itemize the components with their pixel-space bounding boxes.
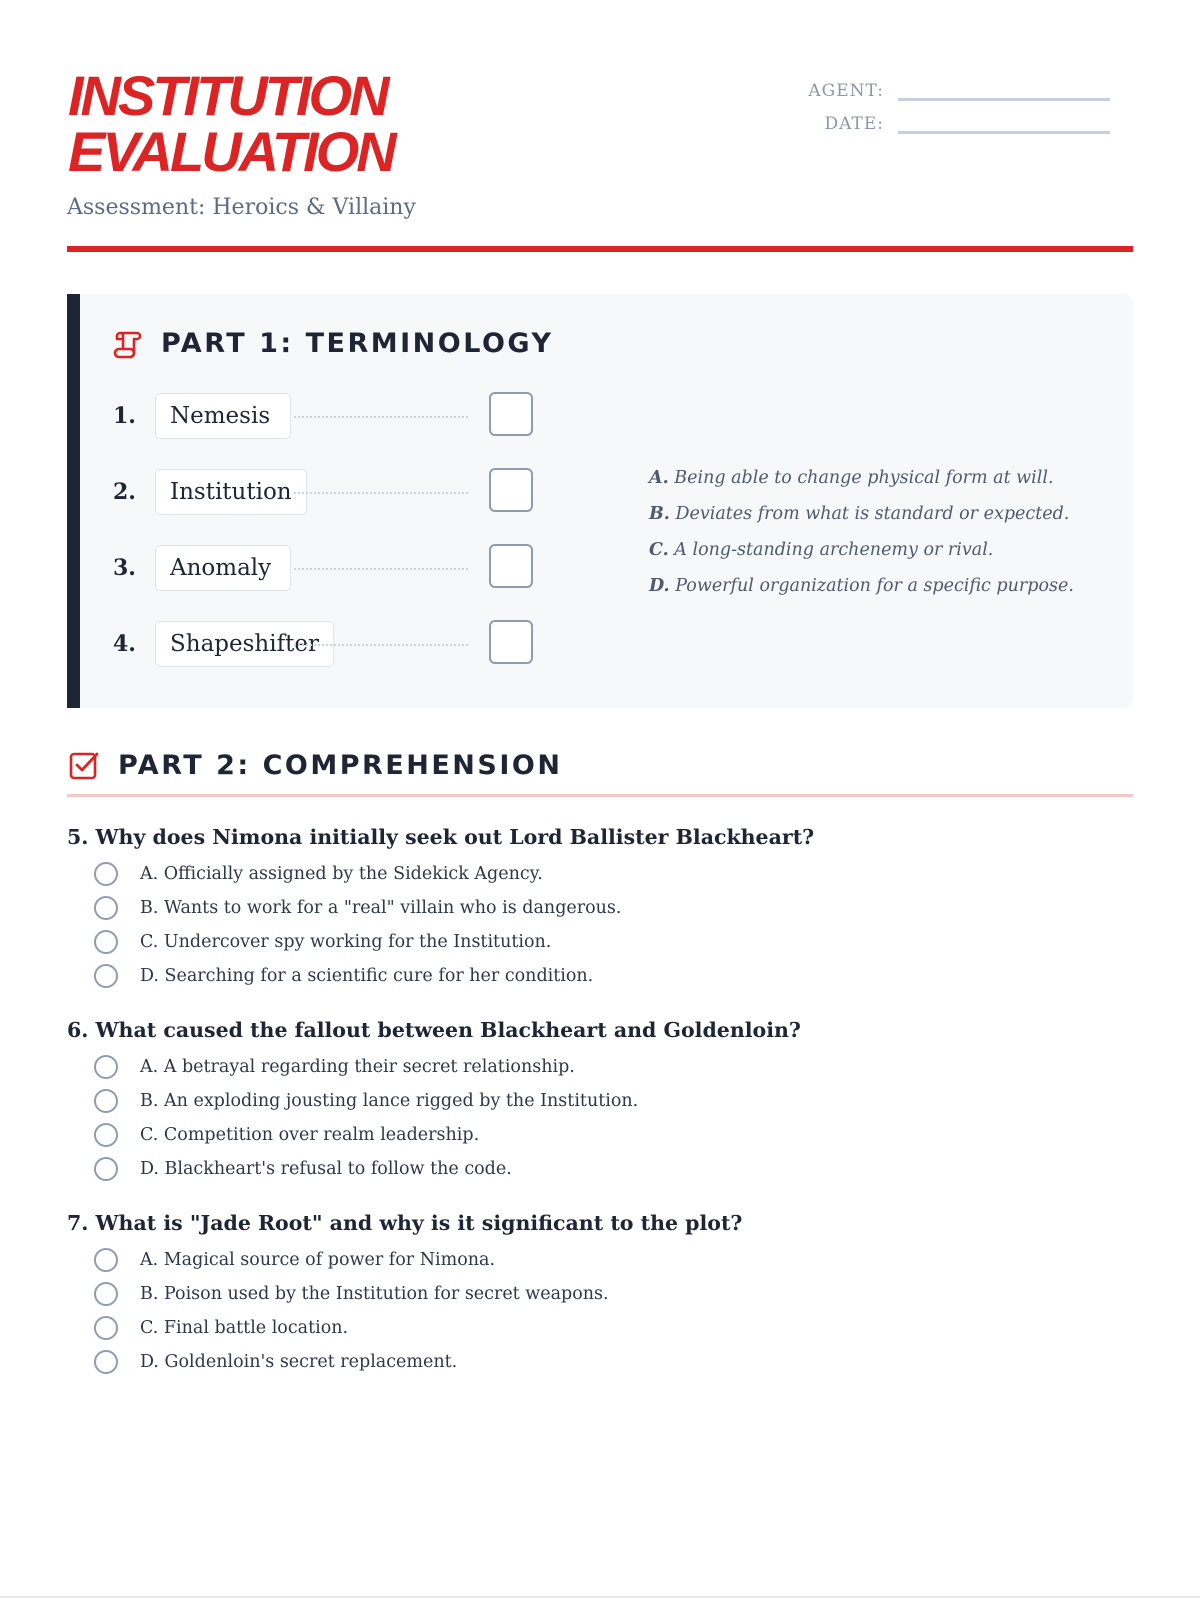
header-divider xyxy=(67,246,1133,252)
term-number: 1. xyxy=(113,403,136,429)
option-label: C. Competition over realm leadership. xyxy=(140,1125,480,1145)
scroll-icon xyxy=(113,329,143,359)
q5-option-d[interactable] xyxy=(94,961,593,991)
term-leader xyxy=(294,568,468,570)
term-number: 3. xyxy=(113,555,136,581)
term-row-4 xyxy=(113,620,334,668)
term-leader xyxy=(294,644,468,646)
definition-c: C. A long-standing archenemy or rival. xyxy=(649,540,994,560)
radio-button[interactable] xyxy=(94,1316,118,1340)
term-row-2 xyxy=(113,468,307,516)
agent-label: AGENT: xyxy=(808,81,884,101)
option-label: A. Magical source of power for Nimona. xyxy=(140,1250,496,1270)
q7-option-c[interactable] xyxy=(94,1313,348,1343)
q7-option-a[interactable] xyxy=(94,1245,495,1275)
option-label: D. Goldenloin's secret replacement. xyxy=(140,1352,458,1372)
radio-button[interactable] xyxy=(94,1123,118,1147)
option-label: D. Searching for a scientific cure for her condition. xyxy=(140,966,594,986)
date-label: DATE: xyxy=(824,114,884,134)
q7-option-b[interactable] xyxy=(94,1279,609,1309)
q6-option-d[interactable] xyxy=(94,1154,512,1184)
part2-divider xyxy=(67,794,1133,797)
radio-button[interactable] xyxy=(94,964,118,988)
option-label: B. Poison used by the Institution for secret weapons. xyxy=(140,1284,609,1304)
radio-button[interactable] xyxy=(94,1157,118,1181)
q6-option-a[interactable] xyxy=(94,1052,575,1082)
question-7: 7. What is "Jade Root" and why is it significant to the plot? xyxy=(67,1211,743,1235)
term-word: Nemesis xyxy=(155,393,291,439)
answer-box-4[interactable] xyxy=(489,620,533,664)
term-word: Shapeshifter xyxy=(155,621,334,667)
part1-accent-bar xyxy=(67,294,80,708)
page-bottom-edge xyxy=(0,1596,1200,1598)
term-row-1 xyxy=(113,392,291,440)
checkbox-icon xyxy=(68,749,100,781)
definition-d: D. Powerful organization for a specific purpose. xyxy=(649,576,1074,596)
term-number: 2. xyxy=(113,479,136,505)
radio-button[interactable] xyxy=(94,862,118,886)
title-line-1: INSTITUTION xyxy=(68,64,387,127)
definition-b: B. Deviates from what is standard or expected. xyxy=(649,504,1070,524)
answer-box-3[interactable] xyxy=(489,544,533,588)
radio-button[interactable] xyxy=(94,1055,118,1079)
option-label: B. An exploding jousting lance rigged by the Institution. xyxy=(140,1091,639,1111)
q5-option-b[interactable] xyxy=(94,893,621,923)
term-number: 4. xyxy=(113,631,136,657)
term-leader xyxy=(294,492,468,494)
option-label: C. Undercover spy working for the Institution. xyxy=(140,932,552,952)
radio-button[interactable] xyxy=(94,930,118,954)
date-row xyxy=(774,101,1110,134)
option-label: A. Officially assigned by the Sidekick Agency. xyxy=(140,864,543,884)
meta-fields xyxy=(774,68,1110,134)
part1-heading xyxy=(113,328,554,359)
page-title xyxy=(68,64,394,183)
question-6: 6. What caused the fallout between Blackheart and Goldenloin? xyxy=(67,1018,801,1042)
term-row-3 xyxy=(113,544,291,592)
radio-button[interactable] xyxy=(94,1282,118,1306)
radio-button[interactable] xyxy=(94,1089,118,1113)
title-line-2: EVALUATION xyxy=(68,120,394,183)
definitions-list xyxy=(649,464,1074,608)
option-label: D. Blackheart's refusal to follow the code. xyxy=(140,1159,512,1179)
radio-button[interactable] xyxy=(94,1248,118,1272)
part1-panel xyxy=(67,294,1133,708)
part1-title: PART 1: TERMINOLOGY xyxy=(161,328,554,359)
part2-heading xyxy=(68,749,562,781)
term-word: Anomaly xyxy=(155,545,291,591)
q6-option-c[interactable] xyxy=(94,1120,479,1150)
option-label: B. Wants to work for a "real" villain who is dangerous. xyxy=(140,898,622,918)
part2-title: PART 2: COMPREHENSION xyxy=(118,749,563,781)
q5-option-c[interactable] xyxy=(94,927,551,957)
answer-box-1[interactable] xyxy=(489,392,533,436)
date-field[interactable] xyxy=(898,109,1110,134)
agent-row xyxy=(774,68,1110,101)
q5-option-a[interactable] xyxy=(94,859,543,889)
radio-button[interactable] xyxy=(94,896,118,920)
q6-option-b[interactable] xyxy=(94,1086,638,1116)
option-label: A. A betrayal regarding their secret relationship. xyxy=(140,1057,575,1077)
question-5: 5. Why does Nimona initially seek out Lord Ballister Blackheart? xyxy=(67,825,815,849)
radio-button[interactable] xyxy=(94,1350,118,1374)
definition-a: A. Being able to change physical form at will. xyxy=(649,468,1054,488)
term-leader xyxy=(294,416,468,418)
answer-box-2[interactable] xyxy=(489,468,533,512)
agent-field[interactable] xyxy=(898,76,1110,101)
page-subtitle: Assessment: Heroics & Villainy xyxy=(67,195,416,220)
option-label: C. Final battle location. xyxy=(140,1318,349,1338)
q7-option-d[interactable] xyxy=(94,1347,457,1377)
term-word: Institution xyxy=(155,469,307,515)
